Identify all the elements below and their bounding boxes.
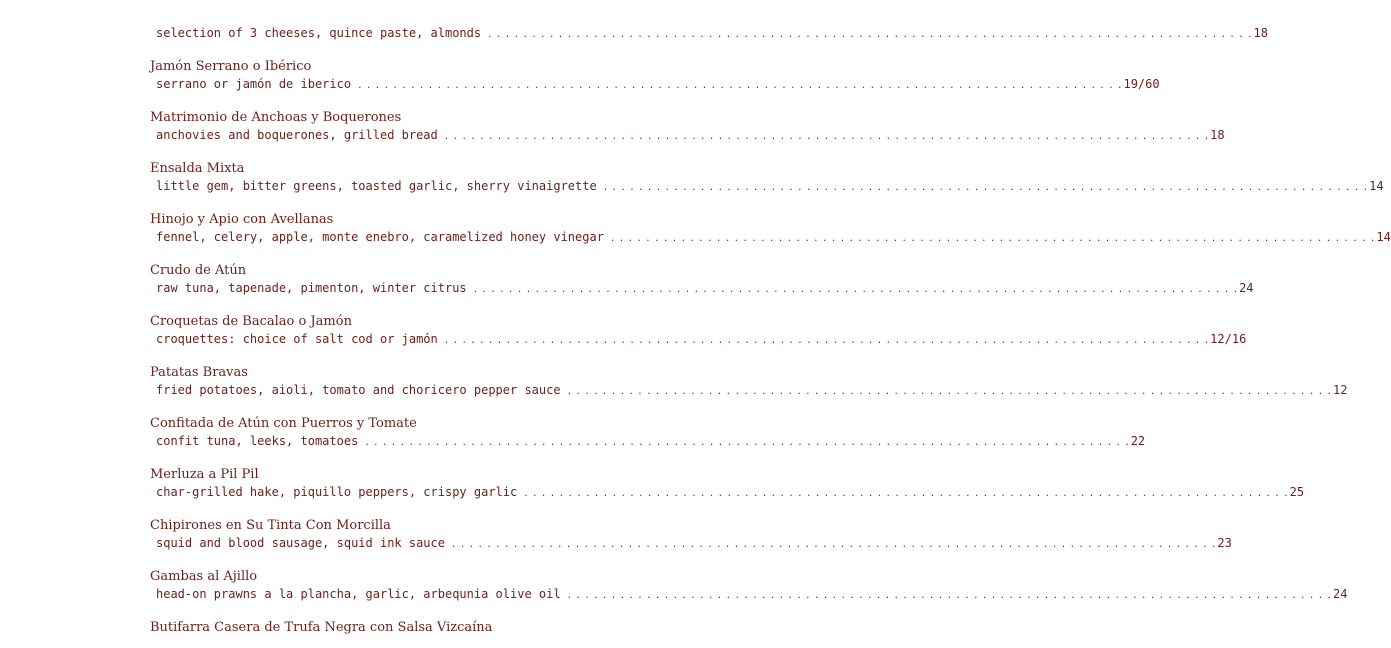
menu-item [0,546,1348,601]
menu-item-name: Ensalda Mixta [150,161,245,176]
menu-item [0,240,1254,295]
menu-item-price: 12/16 [1210,332,1247,346]
menu-item-description: selection of 3 cheeses, quince paste, almonds [156,26,482,40]
menu-item-price: 25 [1289,485,1305,499]
menu-item-description: head-on prawns a la plancha, garlic, arbequnia olive oil [156,587,561,601]
menu-item-name: Gambas al Ajillo [150,569,258,584]
menu-item [0,36,1160,91]
menu-item [0,444,1305,499]
menu-item [0,495,1232,550]
menu-item-price: 18 [1210,128,1225,142]
menu-item-price: 19/60 [1123,77,1160,91]
menu-item-name: Hinojo y Apio con Avellanas [150,212,334,227]
menu-item-price: 14 [1369,179,1384,193]
menu-item [0,342,1348,397]
menu-item-price: 24 [1239,281,1254,295]
menu-item-description: char-grilled hake, piquillo peppers, crispy garlic [156,485,518,499]
menu-item-price: 18 [1253,26,1268,40]
menu-item [0,138,1384,193]
menu-item-name: Matrimonio de Anchoas y Boquerones [150,110,402,125]
menu-item-price: 12 [1332,383,1348,397]
menu-item-description: anchovies and boquerones, grilled bread [156,128,438,142]
menu-item [0,189,1391,244]
menu-item-description: fennel, celery, apple, monte enebro, caramelized honey vinegar [156,230,604,244]
menu-item-name: Jamón Serrano o Ibérico [150,59,312,74]
menu-item-name: Patatas Bravas [150,365,248,380]
menu-item-name: Merluza a Pil Pil [150,467,259,482]
menu-item [0,87,1225,142]
menu-item-description: little gem, bitter greens, toasted garlic, sherry vinaigrette [156,179,597,193]
menu-item-description: squid and blood sausage, squid ink sauce [156,536,445,550]
menu-item [0,597,800,648]
menu-item-description: serrano or jamón de iberico [156,77,352,91]
menu-item-price: 23 [1217,536,1232,550]
menu-item-price: 24 [1332,587,1348,601]
menu-item-price: 22 [1130,434,1146,448]
menu-item-description: fried potatoes, aioli, tomato and choricero pepper sauce [156,383,561,397]
menu-item [0,0,1268,40]
menu-item-description: raw tuna, tapenade, pimenton, winter citrus [156,281,467,295]
menu-item-name: Confitada de Atún con Puerros y Tomate [150,416,417,431]
menu-item-name: Butifarra Casera de Trufa Negra con Salsa Vizcaína [150,620,493,635]
menu-item-name: Croquetas de Bacalao o Jamón [150,314,352,329]
menu-item [0,291,1247,346]
menu-item [0,393,1146,448]
menu-item-price: 14 [1376,230,1391,244]
menu-item-description: croquettes: choice of salt cod or jamón [156,332,438,346]
menu-item-name: Crudo de Atún [150,263,247,278]
menu-item-name: Chipirones en Su Tinta Con Morcilla [150,518,391,533]
menu-item-description: confit tuna, leeks, tomatoes [156,434,359,448]
